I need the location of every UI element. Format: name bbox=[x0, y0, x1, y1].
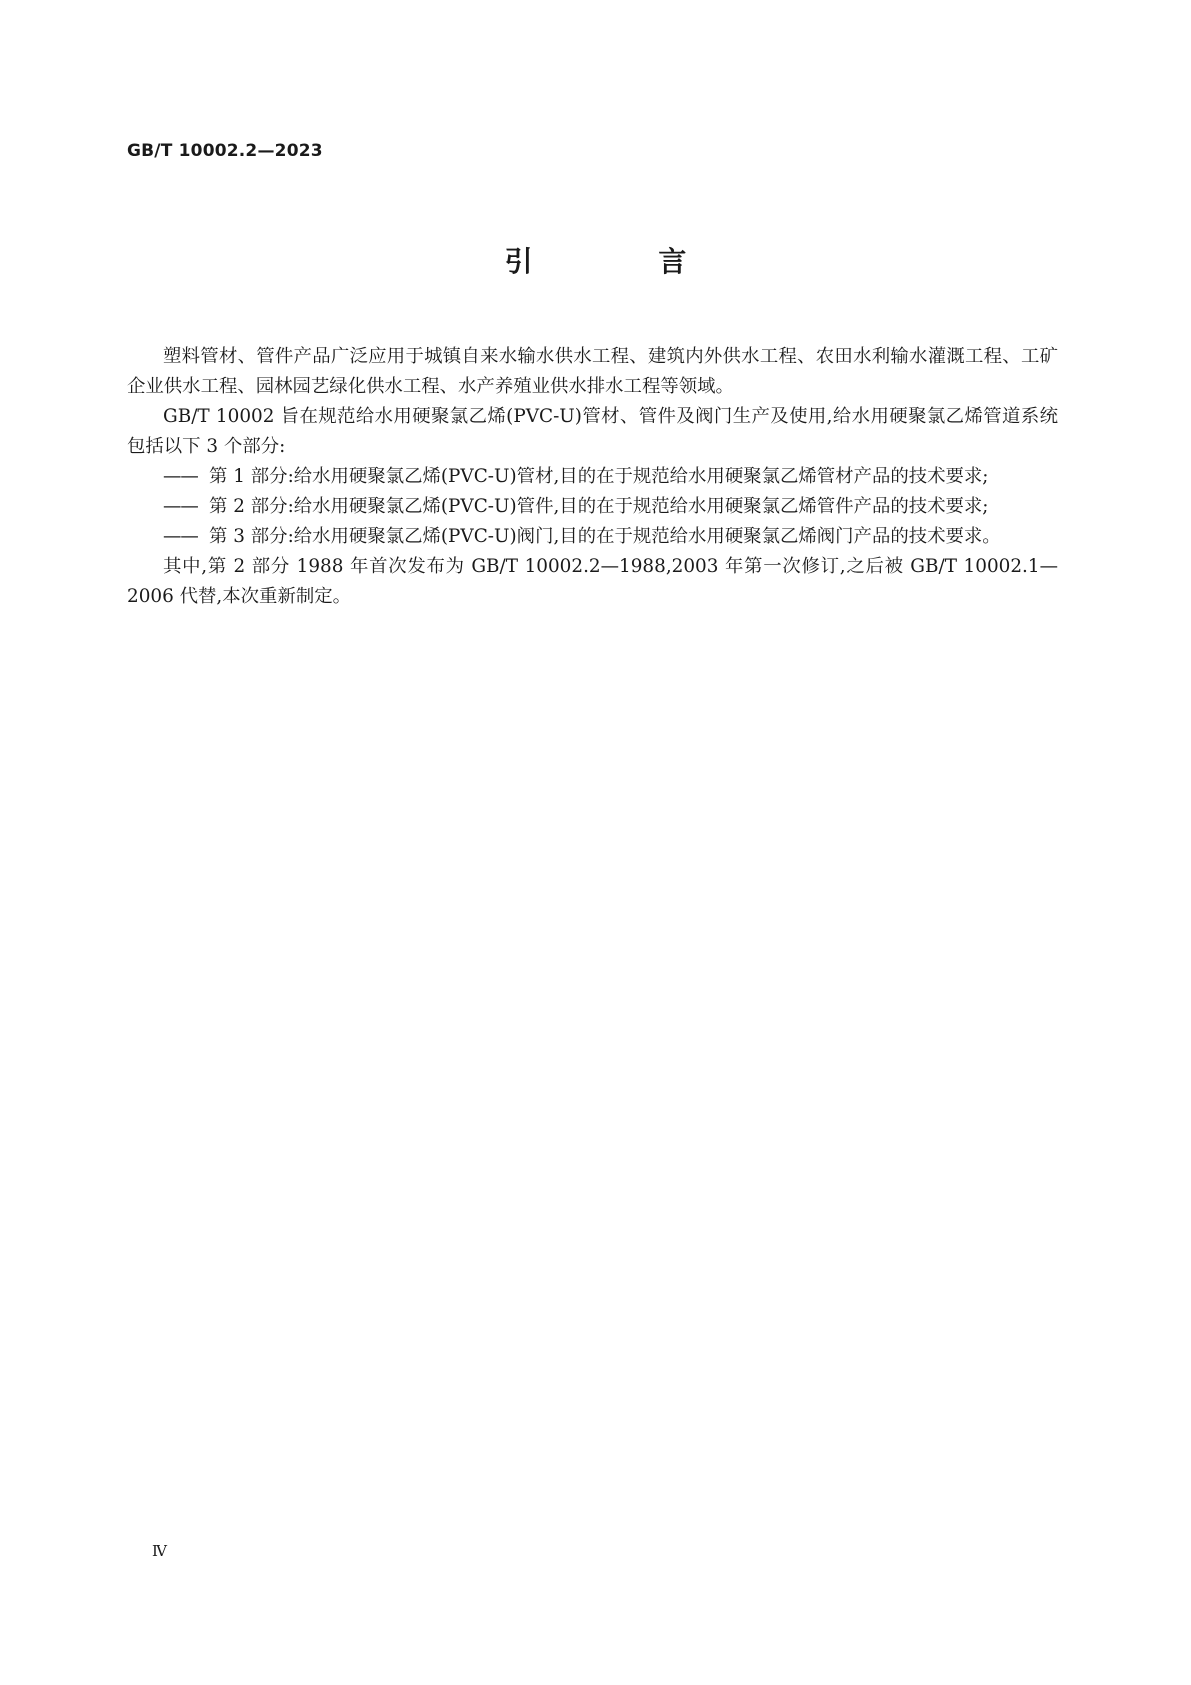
page-title: 引 言 bbox=[504, 245, 745, 278]
closing-paragraph: 其中,第 2 部分 1988 年首次发布为 GB/T 10002.2—1988,2003 年第一次修订,之后被 GB/T 10002.1—2006 代替,本次重新制定。 bbox=[127, 556, 1058, 607]
list-item-text: 第 2 部分:给水用硬聚氯乙烯(PVC-U)管件,目的在于规范给水用硬聚氯乙烯管件产品的技术要求; bbox=[209, 496, 989, 517]
body-paragraph: 塑料管材、管件产品广泛应用于城镇自来水输水供水工程、建筑内外供水工程、农田水利输水灌溉工程、工矿企业供水工程、园林园艺绿化供水工程、水产养殖业供水排水工程等领域。 bbox=[127, 346, 1058, 397]
body-paragraph: GB/T 10002 旨在规范给水用硬聚氯乙烯(PVC-U)管材、管件及阀门生产及使用,给水用硬聚氯乙烯管道系统包括以下 3 个部分: bbox=[127, 406, 1058, 457]
list-item-text: 第 1 部分:给水用硬聚氯乙烯(PVC-U)管材,目的在于规范给水用硬聚氯乙烯管材产品的技术要求; bbox=[209, 466, 989, 487]
list-dash: —— bbox=[163, 496, 198, 517]
page-number: Ⅳ bbox=[152, 1542, 167, 1560]
list-item-text: 第 3 部分:给水用硬聚氯乙烯(PVC-U)阀门,目的在于规范给水用硬聚氯乙烯阀门产品的技术要求。 bbox=[209, 526, 1001, 547]
list-item bbox=[127, 492, 1058, 522]
list-dash: —— bbox=[163, 526, 198, 547]
list-item bbox=[127, 522, 1058, 552]
document-body bbox=[127, 342, 1058, 612]
standard-code-header: GB/T 10002.2—2023 bbox=[127, 141, 323, 161]
list-dash: —— bbox=[163, 466, 198, 487]
list-item bbox=[127, 462, 1058, 492]
